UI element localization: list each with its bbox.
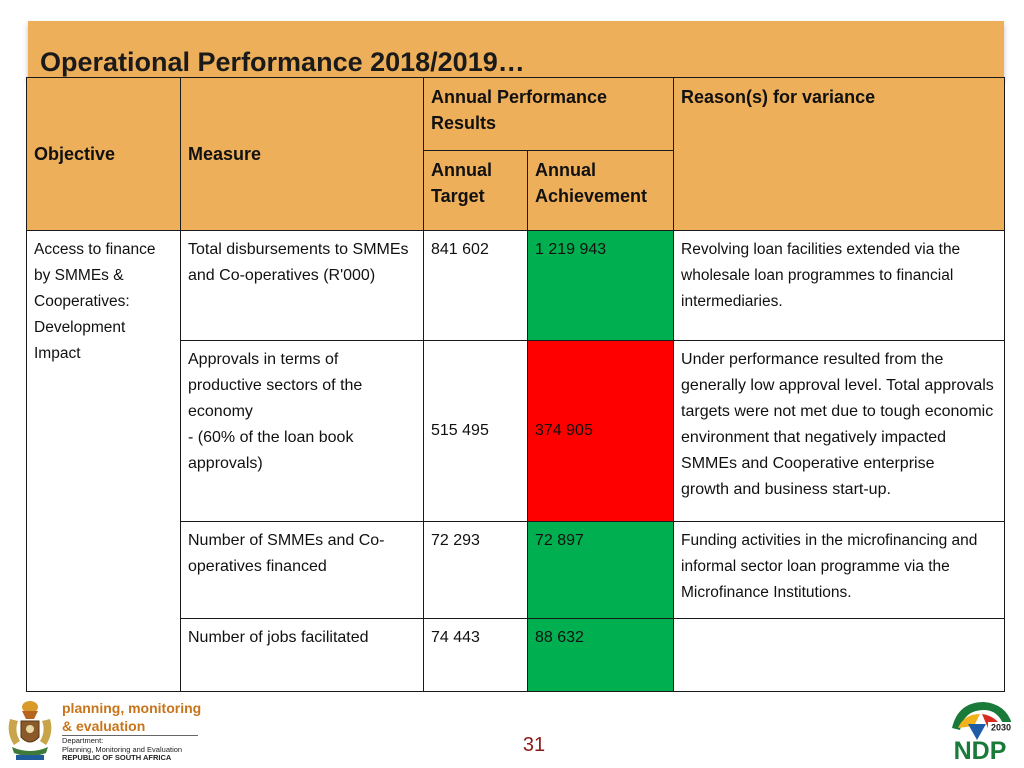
- target-cell: 841 602: [424, 231, 528, 341]
- target-cell: 72 293: [424, 522, 528, 619]
- dept-line-2: Planning, Monitoring and Evaluation: [62, 744, 183, 754]
- ndp-2030-logo: [944, 698, 1016, 762]
- reason-cell: [674, 619, 1005, 692]
- header-annual-target: Annual Target: [424, 151, 528, 231]
- achievement-cell: 374 905: [528, 341, 674, 522]
- ndp-year-text: 2030: [990, 722, 1012, 733]
- header-reasons: Reason(s) for variance: [674, 78, 1005, 231]
- achievement-cell: 72 897: [528, 522, 674, 619]
- target-cell: 515 495: [424, 341, 528, 522]
- achievement-cell: 1 219 943: [528, 231, 674, 341]
- department-text: [62, 737, 182, 763]
- reason-cell: Funding activities in the microfinancing and informal sector loan programme via the Microfinance Institutions.: [674, 522, 1005, 619]
- table-row: [27, 231, 1005, 341]
- measure-cell: Number of jobs facilitated: [181, 619, 424, 692]
- dept-line-3: REPUBLIC OF SOUTH AFRICA: [62, 753, 172, 762]
- measure-cell: Number of SMMEs and Co-operatives financed: [181, 522, 424, 619]
- pme-line-2: & evaluation: [62, 718, 146, 734]
- objective-cell: Access to finance by SMMEs & Cooperatives: Development Impact: [27, 231, 181, 692]
- target-cell: 74 443: [424, 619, 528, 692]
- page-number: 31: [522, 734, 546, 756]
- reason-cell: Under performance resulted from the generally low approval level. Total approvals targets were not met due to tough economic environment that negatively impacted SMMEs and Cooperative enterprise growth and business start-up.: [674, 341, 1005, 522]
- header-annual-achievement: Annual Achievement: [528, 151, 674, 231]
- measure-cell: Total disbursements to SMMEs and Co-operatives (R'000): [181, 231, 424, 341]
- pme-line-1: planning, monitoring: [62, 700, 202, 716]
- header-objective: Objective: [27, 78, 181, 231]
- coat-of-arms-icon: [4, 697, 56, 763]
- page-title: Operational Performance 2018/2019…: [40, 47, 525, 77]
- ndp-text: NDP: [953, 737, 1007, 762]
- reason-cell: Revolving loan facilities extended via the wholesale loan programmes to financial intermediaries.: [674, 231, 1005, 341]
- title-bar: [28, 21, 1004, 79]
- measure-cell: Approvals in terms of productive sectors of the economy - (60% of the loan book approvals): [181, 341, 424, 522]
- dpme-logo-block: [4, 697, 204, 765]
- performance-table: [26, 77, 1005, 692]
- header-measure: Measure: [181, 78, 424, 231]
- achievement-cell: 88 632: [528, 619, 674, 692]
- dept-line-1: Department:: [62, 736, 104, 745]
- pme-wordmark: [62, 699, 201, 735]
- header-annual-performance-results: Annual Performance Results: [424, 78, 674, 151]
